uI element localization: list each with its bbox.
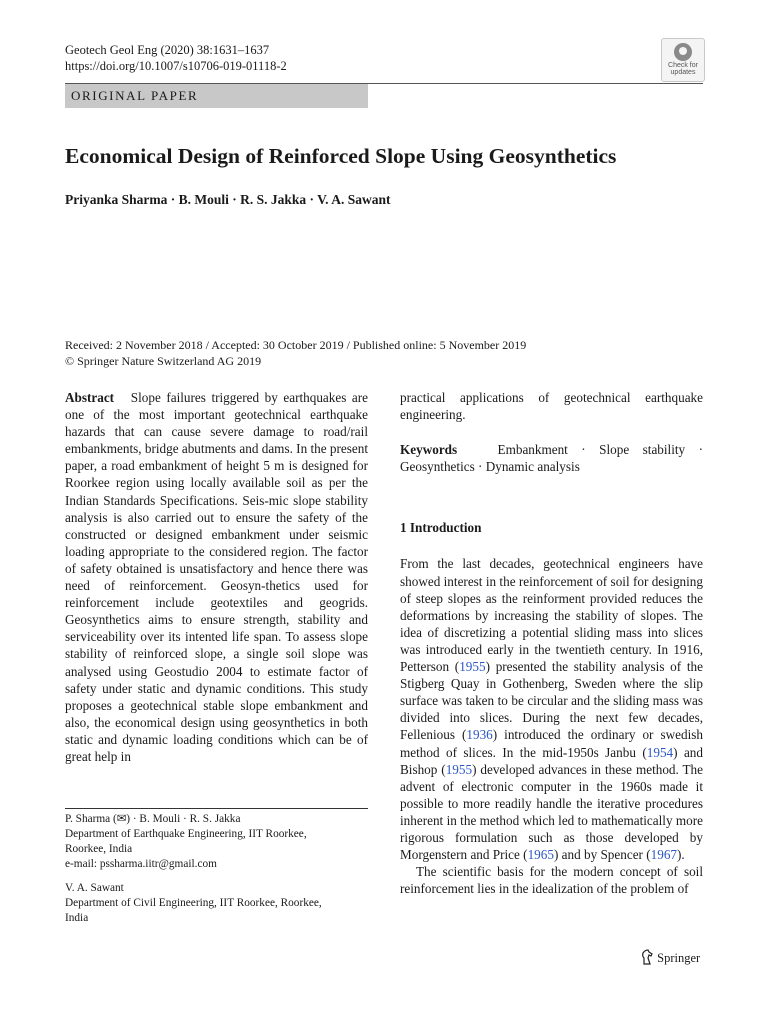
author-list: Priyanka Sharma · B. Mouli · R. S. Jakka · V. A. Sawant <box>65 192 391 207</box>
citation-link[interactable]: 1965 <box>527 847 554 863</box>
affiliation-authors: P. Sharma (✉) · B. Mouli · R. S. Jakka <box>65 813 241 825</box>
keywords-text: Embankment · Slope stability · Geosynthetics · Dynamic analysis <box>400 442 703 475</box>
citation-link[interactable]: 1936 <box>466 727 493 743</box>
journal-citation: Geotech Geol Eng (2020) 38:1631–1637 <box>65 43 270 57</box>
history-dates: Received: 2 November 2018 / Accepted: 30 October 2019 / Published online: 5 November 2019 <box>65 338 527 352</box>
publisher-logo <box>640 949 700 967</box>
citation-link[interactable]: 1967 <box>650 847 677 863</box>
right-column <box>400 389 703 897</box>
springer-horse-icon <box>640 951 654 965</box>
abstract-continuation: practical applications of geotechnical earthquake engineering. <box>400 390 703 423</box>
keywords-label: Keywords <box>400 442 458 458</box>
publisher-name: Springer <box>657 951 701 965</box>
footnote-rule <box>65 808 368 809</box>
author-email[interactable]: e-mail: pssharma.iitr@gmail.com <box>65 858 217 870</box>
abstract-text: Slope failures triggered by earthquakes are one of the most important geotechnical earthquake hazards that can cause severe damage to road/rail embankments, bridge abutments and dams. In the present paper, a road embankment of height 5 m is designed for Roorkee region using locally available soil as per the Indian Standards Specifications. Seis-mic slope stability analysis is also carried out to ensure the safety of the constructed or designed embankment under seismic loading appropriate to the considered region. The factor of safety obtained is unsatisfactory and hence there was need of reinforcement. Geosyn-thetics used for reinforcement include geotextiles and geogrids. Geosynthetics aims to ensure strength, stability and serviceability over its intented life span. To assess slope stability of reinforced slope, a single soil slope was analysed using Geostudio 2004 to estimate factor of safety under static and dynamic conditions. This study proposes a geotechnical stable slope embankment and also, the economical design using geosynthetics in both static and dynamic loading conditions which can be of great help in <box>65 390 369 764</box>
citation-link[interactable]: 1955 <box>459 659 486 675</box>
publication-dates <box>65 337 705 369</box>
paper-title: Economical Design of Reinforced Slope Using Geosynthetics <box>65 144 617 168</box>
section-label: ORIGINAL PAPER <box>65 84 368 108</box>
citation-link[interactable]: 1954 <box>646 744 674 760</box>
citation-link[interactable]: 1955 <box>445 761 473 777</box>
introduction-paragraph-2: The scientific basis for the modern concept of soil reinforcement lies in the idealization of the problem of <box>400 864 703 897</box>
abstract-column <box>65 389 368 765</box>
introduction-paragraph-1: From the last decades, geotechnical engineers have showed interest in the reinforcement of soil for designing of steep slopes as the reinforment provided reduces the deformations by increasing the stability of slopes. The idea of discretizing a potential sliding mass into slices was introduced early in the twentieth century. In 1916, Petterson (1955) presented the stability analysis of the Stigberg Quay in Gothenberg, Sweden where the slip surface was taken to be circular and the sliding mass was divided into slices. During the next few decades, Fellenious (1936) introduced the ordinary or swedish method of slices. In the mid-1950s Janbu (1954) and Bishop (1955) developed advances in these method. The advent of electronic computer in the 1960s made it possible to more readily handle the iterative procedures inherent in the method which led to mathematically more rigorous formulation such as those developed by Morgenstern and Price (1965) and by Spencer (1967). <box>400 556 704 863</box>
bookmark-icon <box>674 43 692 61</box>
abstract-label: Abstract <box>65 390 115 405</box>
author-affiliations: P. Sharma (✉) · B. Mouli · R. S. Jakka Department of Earthquake Engineering, IIT Roorkee, Roorkee, India e-mail: pssharma.iitr@gmail.com V. A. Sawant Department of Civil Engineering, IIT Roorkee, Roorkee, India <box>65 812 368 926</box>
check-for-updates-badge[interactable]: Check for updates <box>661 38 705 82</box>
copyright: © Springer Nature Switzerland AG 2019 <box>65 354 262 368</box>
introduction-heading: 1 Introduction <box>400 520 482 536</box>
journal-info <box>65 42 287 74</box>
doi-link[interactable]: https://doi.org/10.1007/s10706-019-01118-2 <box>65 59 287 73</box>
